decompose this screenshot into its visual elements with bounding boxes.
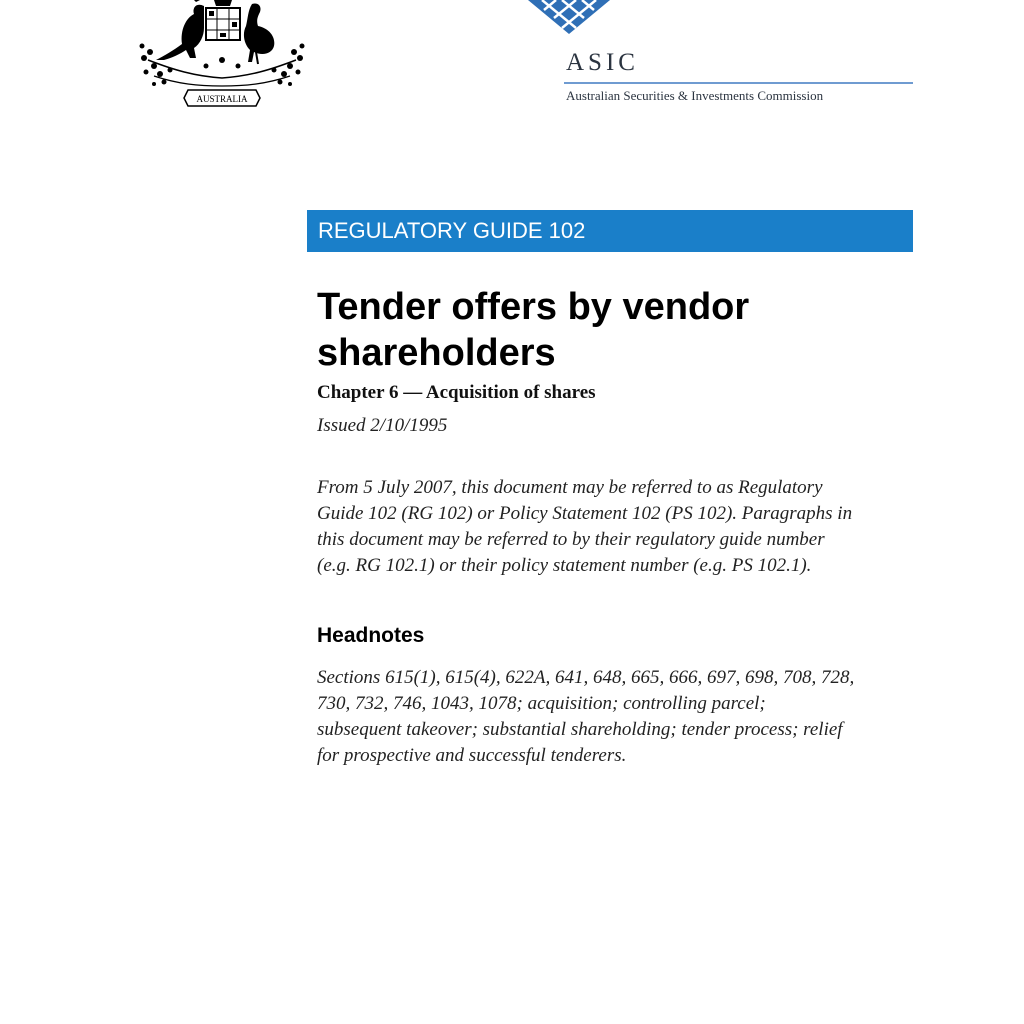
title-line: Tender offers by vendor	[317, 286, 750, 328]
emu-icon	[244, 3, 274, 64]
paragraph-line: From 5 July 2007, this document may be referred to as Regulatory	[317, 477, 823, 498]
document-title	[317, 284, 907, 376]
coat-of-arms-logo	[134, 0, 310, 108]
crest-motto: AUSTRALIA	[196, 94, 248, 104]
paragraph-line: (e.g. RG 102.1) or their policy statement number (e.g. PS 102.1).	[317, 555, 812, 576]
asic-diamond-logo	[528, 0, 610, 34]
paragraph-line: for prospective and successful tenderers.	[317, 745, 627, 766]
kangaroo-icon	[156, 0, 204, 60]
paragraph-line: subsequent takeover; substantial shareholding; tender process; relief	[317, 719, 843, 740]
asic-full-name: Australian Securities & Investments Commission	[566, 88, 824, 103]
asic-wordmark: ASIC	[566, 49, 639, 76]
asic-divider	[564, 82, 913, 84]
paragraph-line: 730, 732, 746, 1043, 1078; acquisition; controlling parcel;	[317, 693, 766, 714]
paragraph-line: Sections 615(1), 615(4), 622A, 641, 648, 665, 666, 697, 698, 708, 728,	[317, 667, 855, 688]
headnotes-heading: Headnotes	[317, 624, 425, 647]
regulatory-guide-banner	[307, 210, 913, 252]
intro-paragraph	[317, 475, 917, 579]
paragraph-line: Guide 102 (RG 102) or Policy Statement 102 (PS 102). Paragraphs in	[317, 503, 853, 524]
issued-date: Issued 2/10/1995	[317, 415, 448, 436]
regulatory-guide-label: REGULATORY GUIDE 102	[318, 218, 586, 243]
headnotes-paragraph	[317, 665, 917, 769]
title-line: shareholders	[317, 332, 556, 374]
shield-icon	[206, 0, 240, 40]
chapter-subtitle: Chapter 6 — Acquisition of shares	[317, 382, 596, 403]
paragraph-line: this document may be referred to by their regulatory guide number	[317, 529, 825, 550]
